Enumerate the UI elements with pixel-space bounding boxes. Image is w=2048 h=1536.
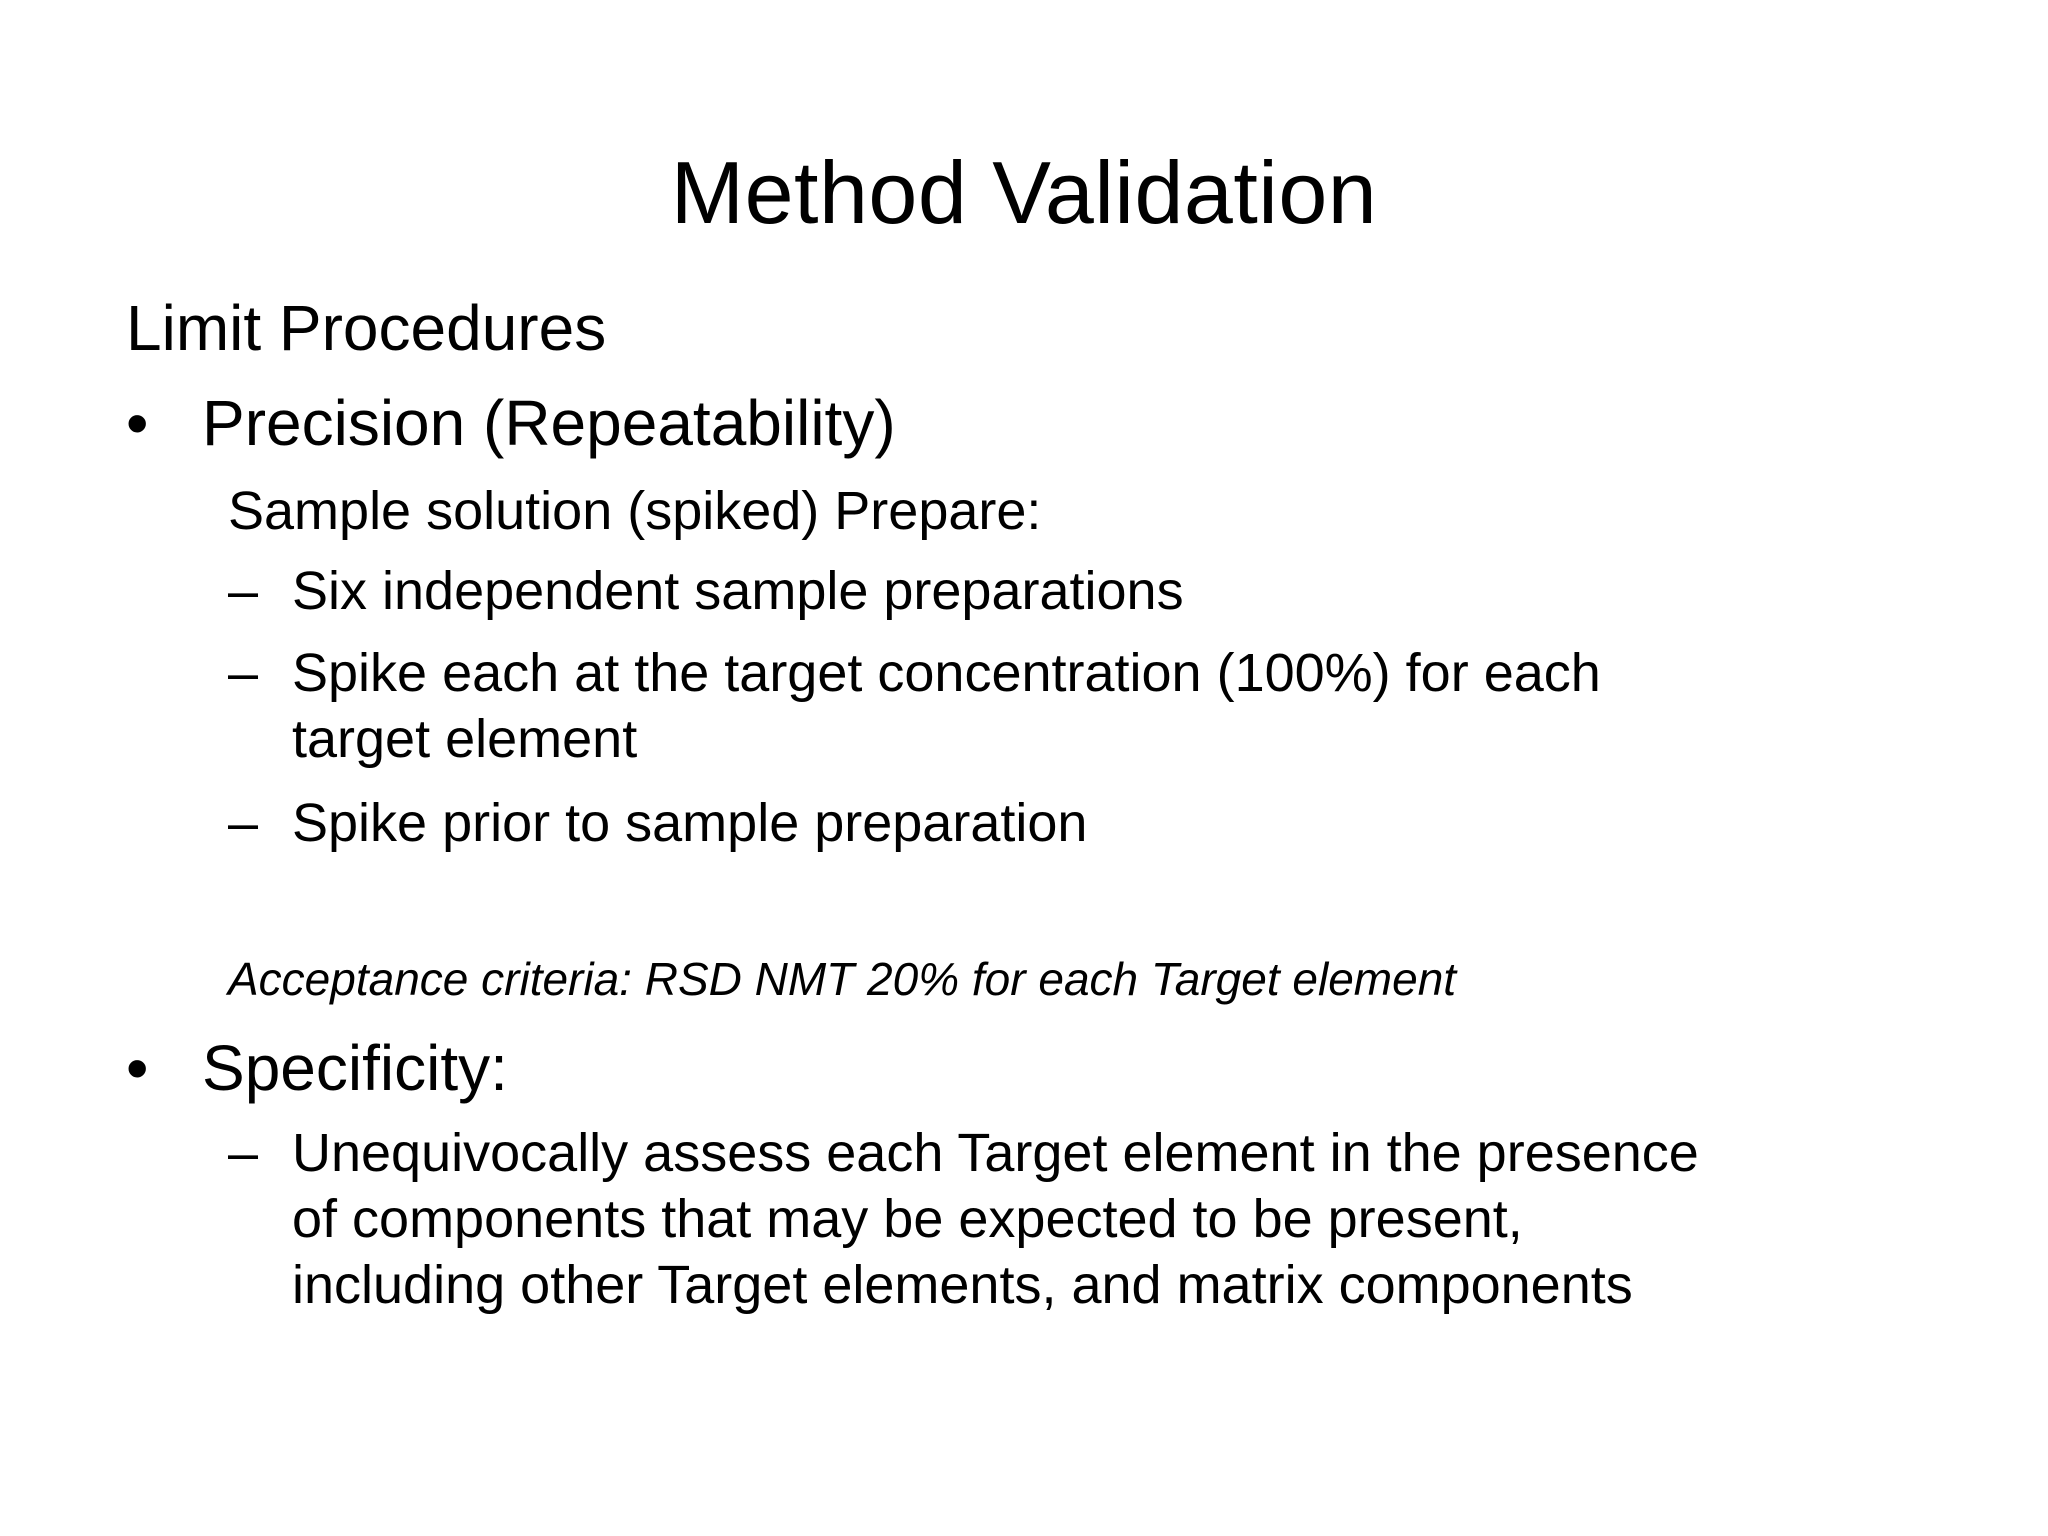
- list-item-text: Unequivocally assess each Target element in the presence of components that may be expected to be present, including other Target elements, and matrix components: [292, 1123, 1699, 1315]
- bullet-marker: •: [126, 387, 149, 459]
- slide-title: Method Validation: [670, 143, 1378, 242]
- dash-marker: –: [228, 561, 259, 621]
- list-item-text: Spike prior to sample preparation: [292, 793, 1088, 853]
- bullet-label: Precision (Repeatability): [202, 387, 896, 459]
- acceptance-criteria: Acceptance criteria: RSD NMT 20% for each Target element: [228, 953, 1457, 1005]
- list-item-text: Spike each at the target concentration (100%) for each target element: [292, 643, 1601, 769]
- list-item-text: Six independent sample preparations: [292, 561, 1184, 621]
- bullet-marker: •: [126, 1032, 149, 1104]
- dash-marker: –: [228, 643, 259, 703]
- dash-marker: –: [228, 793, 259, 853]
- sample-solution-label: Sample solution (spiked) Prepare:: [228, 481, 1042, 541]
- section-heading: Limit Procedures: [126, 292, 607, 364]
- bullet-label: Specificity:: [202, 1032, 508, 1104]
- dash-marker: –: [228, 1123, 259, 1183]
